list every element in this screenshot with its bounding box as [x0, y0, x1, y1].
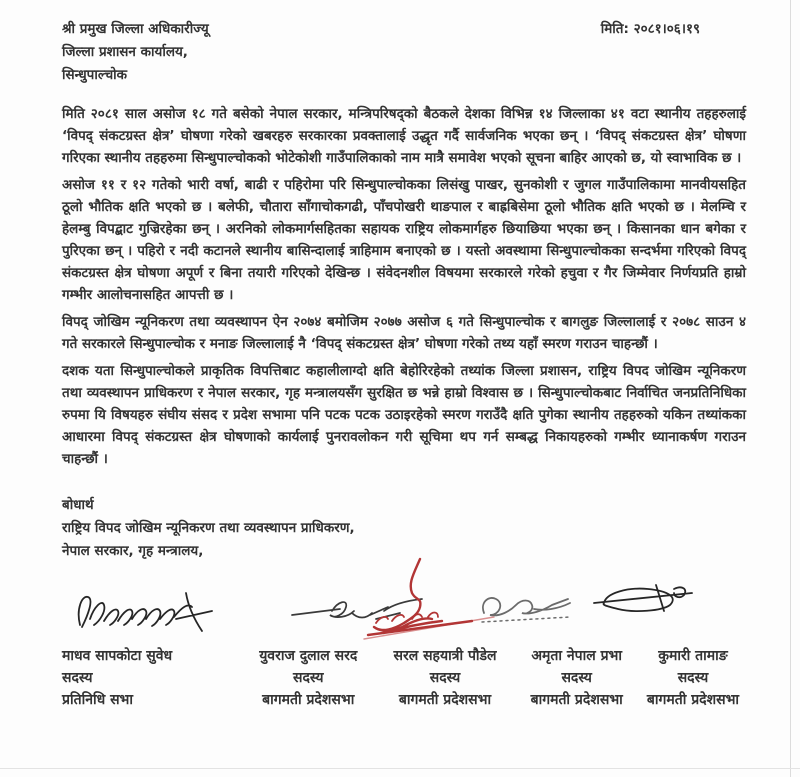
paragraph-2: असोज ११ र १२ गतेको भारी वर्षा, बाढी र पहिरोमा परि सिन्धुपाल्चोकका लिसंखु पाखर, सुनकोशी र जुगल गाउँपालिकामा मानवीयसहित ठूलो भौतिक क्षति भएको छ । बलेफी, चौतारा साँगाचोकगढी, पाँचपोखरी थाङपाल र बाह्रबिसेमा ठूलो भौतिक क्षति भएको छ । मेलम्चि र हेलम्बु विपद्बाट गुज्रिरहेका छन् । अरनिको लोकमार्गसहितका सहायक राष्ट्रिय लोकमार्गहरु छियाछिया भएका छन् । किसानका धान बगेका र पुरिएका छन् । पहिरो र नदी कटानले स्थानीय बासिन्दालाई त्राहिमाम बनाएको छ । यस्तो अवस्थामा सिन्धुपाल्चोकका सन्दर्भमा गरिएको विपद् संकटग्रस्त क्षेत्र घोषणा अपूर्ण र बिना तयारी गरिएको देखिन्छ । संवेदनशील विषयमा सरकारले गरेको हचुवा र गैर जिम्मेवार निर्णयप्रति हाम्रो गम्भीर आलोचनासहित आपत्ती छ । [62, 177, 746, 303]
signatory-5-role: सदस्य [677, 670, 709, 686]
signatory-row [62, 645, 746, 711]
signatory-2-role: सदस्य [292, 670, 324, 686]
signature-1-icon [74, 585, 224, 633]
letter-header [62, 18, 746, 87]
paragraph-3: विपद् जोखिम न्यूनिकरण तथा व्यवस्थापन ऐन २०७४ बमोजिम २०७७ असोज ६ गते सिन्धुपाल्चोक र बागलुङ जिल्लालाई र २०७८ साउन ४ गते सरकारले सिन्धुपाल्चोक र मनाङ जिल्लालाई नै ‘विपद् संकटग्रस्त क्षेत्र’ घोषणा गरेको तथ्य यहाँ स्मरण गराउन चाहन्छौं । [62, 314, 746, 352]
signature-strip [62, 569, 746, 643]
signatory-1-body: प्रतिनिधि सभा [62, 692, 134, 708]
signatory-4-role: सदस्य [561, 670, 592, 686]
signatory-2 [240, 645, 377, 711]
recipient-line-1: श्री प्रमुख जिल्ला अधिकारीज्यू [62, 21, 209, 37]
letter-body [62, 103, 746, 470]
scan-edge-bottom [0, 768, 800, 769]
recipient-line-3: सिन्धुपाल्चोक [62, 67, 128, 83]
cc-line-2: नेपाल सरकार, गृह मन्त्रालय, [62, 543, 204, 559]
signatory-5 [640, 645, 746, 711]
cc-line-1: राष्ट्रिय विपद जोखिम न्यूनिकरण तथा व्यवस्थापन प्राधिकरण, [62, 520, 355, 536]
signatory-4 [513, 645, 640, 711]
cc-block [62, 494, 746, 563]
signatory-5-name: कुमारी तामाङ [658, 648, 728, 664]
paragraph-4: दशक यता सिन्धुपाल्चोकले प्राकृतिक विपत्तिबाट कहालीलाग्दो क्षति बेहोरिरहेको तथ्यांक जिल्ला प्रशासन, राष्ट्रिय विपद जोखिम न्यूनिकरण तथा व्यवस्थापन प्राधिकरण र नेपाल सरकार, गृह मन्त्रालयसँग सुरक्षित छ भन्ने हाम्रो विश्वास छ । सिन्धुपाल्चोकबाट निर्वाचित जनप्रतिनिधिका रुपमा यि विषयहरु संघीय संसद र प्रदेश सभामा पनि पटक पटक उठाइरहेको स्मरण गराउँदै क्षति पुगेका स्थानीय तहहरुको यकिन तथ्यांकका आधारमा विपद् संकटग्रस्त क्षेत्र घोषणाको कार्यलाई पुनरावलोकन गरी सूचिमा थप गर्न सम्बद्ध निकायहरुको गम्भीर ध्यानाकर्षण गराउन चाहन्छौं । [62, 363, 746, 467]
signatory-4-name: अमृता नेपाल प्रभा [531, 648, 623, 664]
signature-5-icon [590, 581, 700, 621]
signature-4-icon [474, 589, 584, 629]
signatory-3-name: सरल सहयात्री पौडेल [393, 648, 497, 664]
scan-edge-right [790, 0, 791, 777]
signatory-4-body: बागमती प्रदेशसभा [530, 692, 623, 708]
signatory-5-body: बागमती प्रदेशसभा [646, 692, 740, 708]
signatory-1 [62, 645, 240, 711]
recipient-line-2: जिल्ला प्रशासन कार्यालय, [62, 44, 188, 60]
paragraph-1: मिति २०८१ साल असोज १८ गते बसेको नेपाल सरकार, मन्त्रिपरिषद्को बैठकले देशका विभिन्न १४ जिल्लाका ४१ वटा स्थानीय तहहरुलाई ‘विपद् संकटग्रस्त क्षेत्र’ घोषणा गरेको खबरहरु सरकारका प्रवक्तालाई उद्धृत गर्दै सार्वजनिक भएका छन् । ‘विपद् संकटग्रस्त क्षेत्र’ घोषणा गरिएका स्थानीय तहहरुमा सिन्धुपाल्चोकको भोटेकोशी गाउँपालिकाको नाम मात्रै समावेश भएको सूचना बाहिर आएको छ, यो स्वाभाविक छ । [62, 106, 746, 166]
letter-date: मिति: २०८१।०६।१९ [600, 21, 700, 37]
signatory-2-body: बागमती प्रदेशसभा [262, 692, 355, 708]
recipient-address [62, 18, 209, 87]
cc-heading: बोधार्थ [62, 497, 94, 513]
signatory-3 [377, 645, 514, 711]
letter-page [62, 18, 746, 711]
signatory-3-body: बागमती प्रदेशसभा [398, 692, 492, 708]
signatory-3-role: सदस्य [429, 670, 461, 686]
signatory-2-name: युवराज दुलाल सरद [259, 648, 358, 664]
signatory-1-role: सदस्य [62, 670, 93, 686]
signatory-1-name: माधव सापकोटा सुवेध [62, 648, 173, 664]
